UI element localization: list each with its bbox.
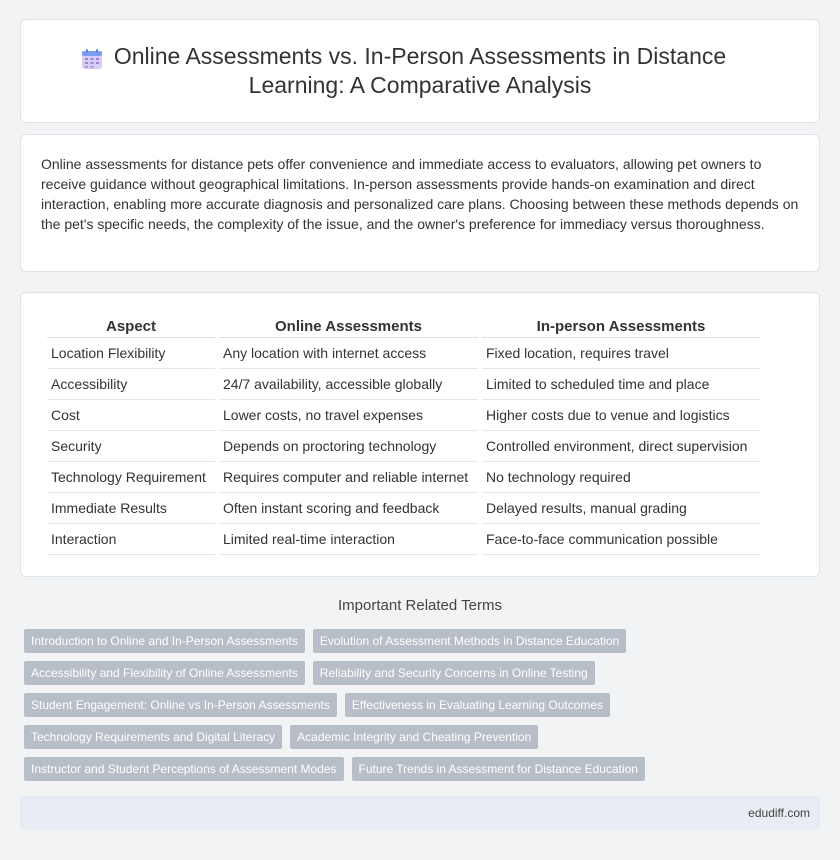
table-cell: Location Flexibility bbox=[47, 338, 215, 369]
table-header-row bbox=[47, 317, 760, 338]
table-row bbox=[47, 431, 760, 462]
related-term-tag[interactable]: Instructor and Student Perceptions of Assessment Modes bbox=[24, 757, 344, 781]
table-cell: Face-to-face communication possible bbox=[482, 524, 760, 555]
column-header-online: Online Assessments bbox=[219, 317, 478, 338]
intro-card bbox=[20, 134, 820, 272]
column-header-aspect: Aspect bbox=[47, 317, 215, 338]
table-cell: Higher costs due to venue and logistics bbox=[482, 400, 760, 431]
table-cell: Interaction bbox=[47, 524, 215, 555]
table-cell: Delayed results, manual grading bbox=[482, 493, 760, 524]
related-terms-title: Important Related Terms bbox=[338, 597, 502, 614]
related-term-tag[interactable]: Evolution of Assessment Methods in Distance Education bbox=[313, 629, 627, 653]
footer bbox=[20, 796, 820, 830]
column-header-in-person: In-person Assessments bbox=[482, 317, 760, 338]
table-row bbox=[47, 369, 760, 400]
related-terms-list bbox=[24, 629, 824, 789]
related-term-tag[interactable]: Academic Integrity and Cheating Prevention bbox=[290, 725, 538, 749]
footer-site-link[interactable]: edudiff.com bbox=[748, 806, 810, 820]
header-card bbox=[20, 19, 820, 123]
table-cell: Limited real-time interaction bbox=[219, 524, 478, 555]
table-cell: Lower costs, no travel expenses bbox=[219, 400, 478, 431]
table-row bbox=[47, 462, 760, 493]
calendar-icon bbox=[81, 48, 103, 70]
related-term-tag[interactable]: Technology Requirements and Digital Literacy bbox=[24, 725, 282, 749]
related-term-tag[interactable]: Student Engagement: Online vs In-Person Assessments bbox=[24, 693, 337, 717]
table-cell: Fixed location, requires travel bbox=[482, 338, 760, 369]
related-term-tag[interactable]: Effectiveness in Evaluating Learning Outcomes bbox=[345, 693, 610, 717]
comparison-table bbox=[43, 317, 764, 555]
comparison-table-card bbox=[20, 292, 820, 577]
intro-paragraph: Online assessments for distance pets offer convenience and immediate access to evaluators, allowing pet owners to receive guidance without geographical limitations. In-person assessments provide hands-on examination and direct interaction, enabling more accurate diagnosis and personalized care plans. Choosing between these methods depends on the pet's specific needs, the complexity of the issue, and the owner's preference for immediacy versus thoroughness. bbox=[41, 156, 799, 232]
table-cell: Any location with internet access bbox=[219, 338, 478, 369]
related-term-tag[interactable]: Future Trends in Assessment for Distance Education bbox=[352, 757, 645, 781]
related-term-tag[interactable]: Accessibility and Flexibility of Online Assessments bbox=[24, 661, 305, 685]
table-cell: Technology Requirement bbox=[47, 462, 215, 493]
table-cell: Security bbox=[47, 431, 215, 462]
table-cell: Often instant scoring and feedback bbox=[219, 493, 478, 524]
table-cell: No technology required bbox=[482, 462, 760, 493]
table-cell: Immediate Results bbox=[47, 493, 215, 524]
table-row bbox=[47, 338, 760, 369]
page-title: Online Assessments vs. In-Person Assessments in Distance Learning: A Comparative Analysis bbox=[113, 43, 727, 98]
table-cell: Requires computer and reliable internet bbox=[219, 462, 478, 493]
table-row bbox=[47, 524, 760, 555]
related-term-tag[interactable]: Introduction to Online and In-Person Assessments bbox=[24, 629, 305, 653]
tag-row bbox=[24, 661, 824, 685]
tag-row bbox=[24, 725, 824, 749]
table-row bbox=[47, 493, 760, 524]
table-cell: Accessibility bbox=[47, 369, 215, 400]
related-term-tag[interactable]: Reliability and Security Concerns in Online Testing bbox=[313, 661, 595, 685]
table-cell: Limited to scheduled time and place bbox=[482, 369, 760, 400]
table-row bbox=[47, 400, 760, 431]
tag-row bbox=[24, 693, 824, 717]
table-cell: Controlled environment, direct supervision bbox=[482, 431, 760, 462]
table-cell: Depends on proctoring technology bbox=[219, 431, 478, 462]
tag-row bbox=[24, 629, 824, 653]
table-cell: 24/7 availability, accessible globally bbox=[219, 369, 478, 400]
table-cell: Cost bbox=[47, 400, 215, 431]
header bbox=[21, 42, 819, 100]
tag-row bbox=[24, 757, 824, 781]
